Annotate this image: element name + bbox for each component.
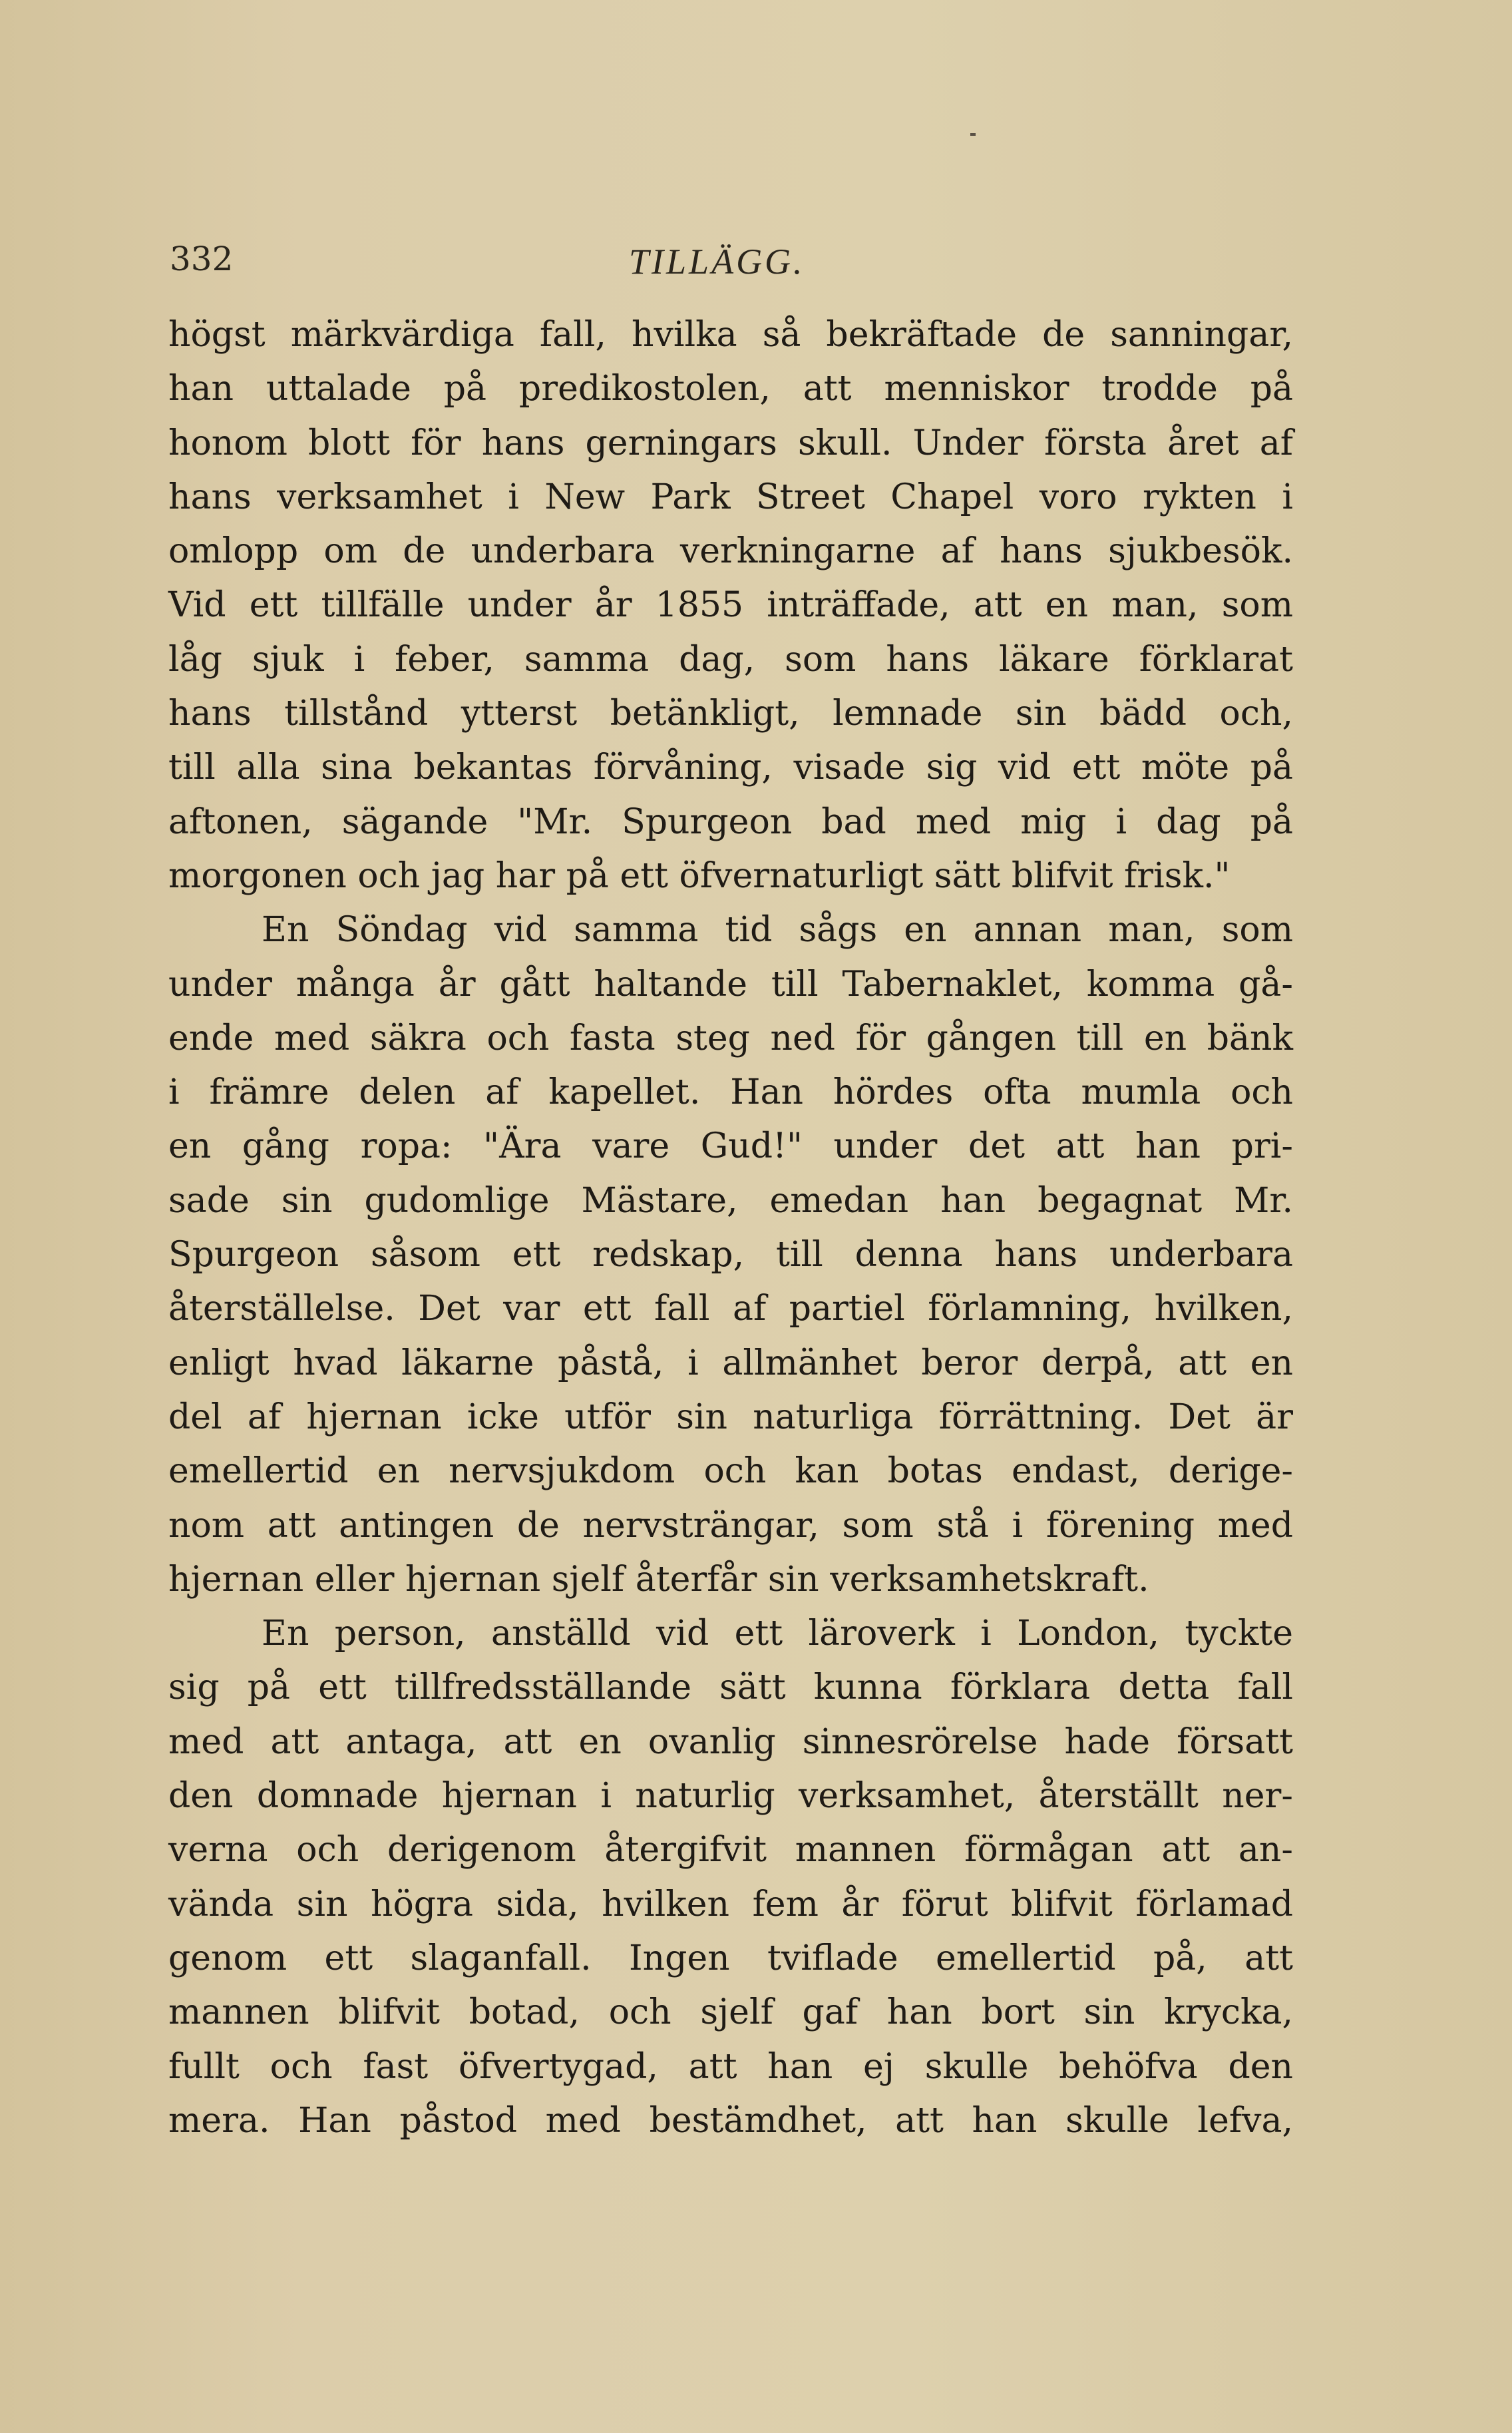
text-line: omlopp om de underbara verkningarne af hans sjukbesök. xyxy=(168,531,1293,572)
text-line: honom blott för hans gerningars skull. Under första året af xyxy=(168,423,1293,463)
text-line: hans verksamhet i New Park Street Chapel voro rykten i xyxy=(168,477,1293,517)
text-line: nom att antingen de nervsträngar, som stå i förening med xyxy=(168,1505,1293,1546)
running-head: TILLÄGG. xyxy=(629,242,805,282)
text-line: enligt hvad läkarne påstå, i allmänhet beror derpå, att en xyxy=(168,1343,1293,1383)
text-line: under många år gått haltande till Tabernaklet, komma gå- xyxy=(168,964,1293,1004)
scan-speck xyxy=(970,133,976,136)
text-line: återställelse. Det var ett fall af partiel förlamning, hvilken, xyxy=(168,1289,1293,1329)
text-line: i främre delen af kapellet. Han hördes ofta mumla och xyxy=(168,1072,1293,1113)
paragraph-start-line: En Söndag vid samma tid sågs en annan man, som xyxy=(262,910,1293,951)
text-line: med att antaga, att en ovanlig sinnesrörelse hade försatt xyxy=(168,1721,1293,1762)
text-line: hans tillstånd ytterst betänkligt, lemnade sin bädd och, xyxy=(168,694,1293,734)
text-line: morgonen och jag har på ett öfvernaturligt sätt blifvit frisk." xyxy=(168,855,1230,896)
text-line: hjernan eller hjernan sjelf återfår sin verksamhetskraft. xyxy=(168,1559,1149,1600)
text-line: låg sjuk i feber, samma dag, som hans läkare förklarat xyxy=(168,639,1293,680)
text-line: vända sin högra sida, hvilken fem år förut blifvit förlamad xyxy=(168,1884,1293,1924)
text-line: till alla sina bekantas förvåning, visade sig vid ett möte på xyxy=(168,748,1293,788)
text-line: ende med säkra och fasta steg ned för gången till en bänk xyxy=(168,1018,1293,1058)
body-text xyxy=(168,308,1293,2148)
text-line: den domnade hjernan i naturlig verksamhet, återställt ner- xyxy=(168,1776,1293,1817)
text-line: aftonen, sägande "Mr. Spurgeon bad med mig i dag på xyxy=(168,801,1293,842)
text-line: mera. Han påstod med bestämdhet, att han skulle lefva, xyxy=(168,2100,1293,2141)
text-line: del af hjernan icke utför sin naturliga förrättning. Det är xyxy=(168,1397,1293,1437)
text-line: genom ett slaganfall. Ingen tviflade emellertid på, att xyxy=(168,1938,1293,1978)
text-line: sade sin gudomlige Mästare, emedan han begagnat Mr. xyxy=(168,1180,1293,1221)
page-header xyxy=(170,240,1288,293)
text-line: emellertid en nervsjukdom och kan botas endast, derige- xyxy=(168,1451,1293,1492)
text-line: mannen blifvit botad, och sjelf gaf han bort sin krycka, xyxy=(168,1992,1293,2033)
text-line: sig på ett tillfredsställande sätt kunna förklara detta fall xyxy=(168,1667,1293,1708)
text-line: högst märkvärdiga fall, hvilka så bekräftade de sanningar, xyxy=(168,315,1293,355)
text-line: Spurgeon såsom ett redskap, till denna hans underbara xyxy=(168,1235,1293,1275)
page-number: 332 xyxy=(170,240,234,278)
text-line: Vid ett tillfälle under år 1855 inträffade, att en man, som xyxy=(168,585,1293,626)
text-line: fullt och fast öfvertygad, att han ej skulle behöfva den xyxy=(168,2046,1293,2087)
text-line: verna och derigenom återgifvit mannen förmågan att an- xyxy=(168,1830,1293,1871)
text-line: en gång ropa: "Ära vare Gud!" under det att han pri- xyxy=(168,1126,1293,1167)
paragraph-start-line: En person, anställd vid ett läroverk i London, tyckte xyxy=(262,1614,1293,1654)
text-line: han uttalade på predikostolen, att menniskor trodde på xyxy=(168,369,1293,409)
